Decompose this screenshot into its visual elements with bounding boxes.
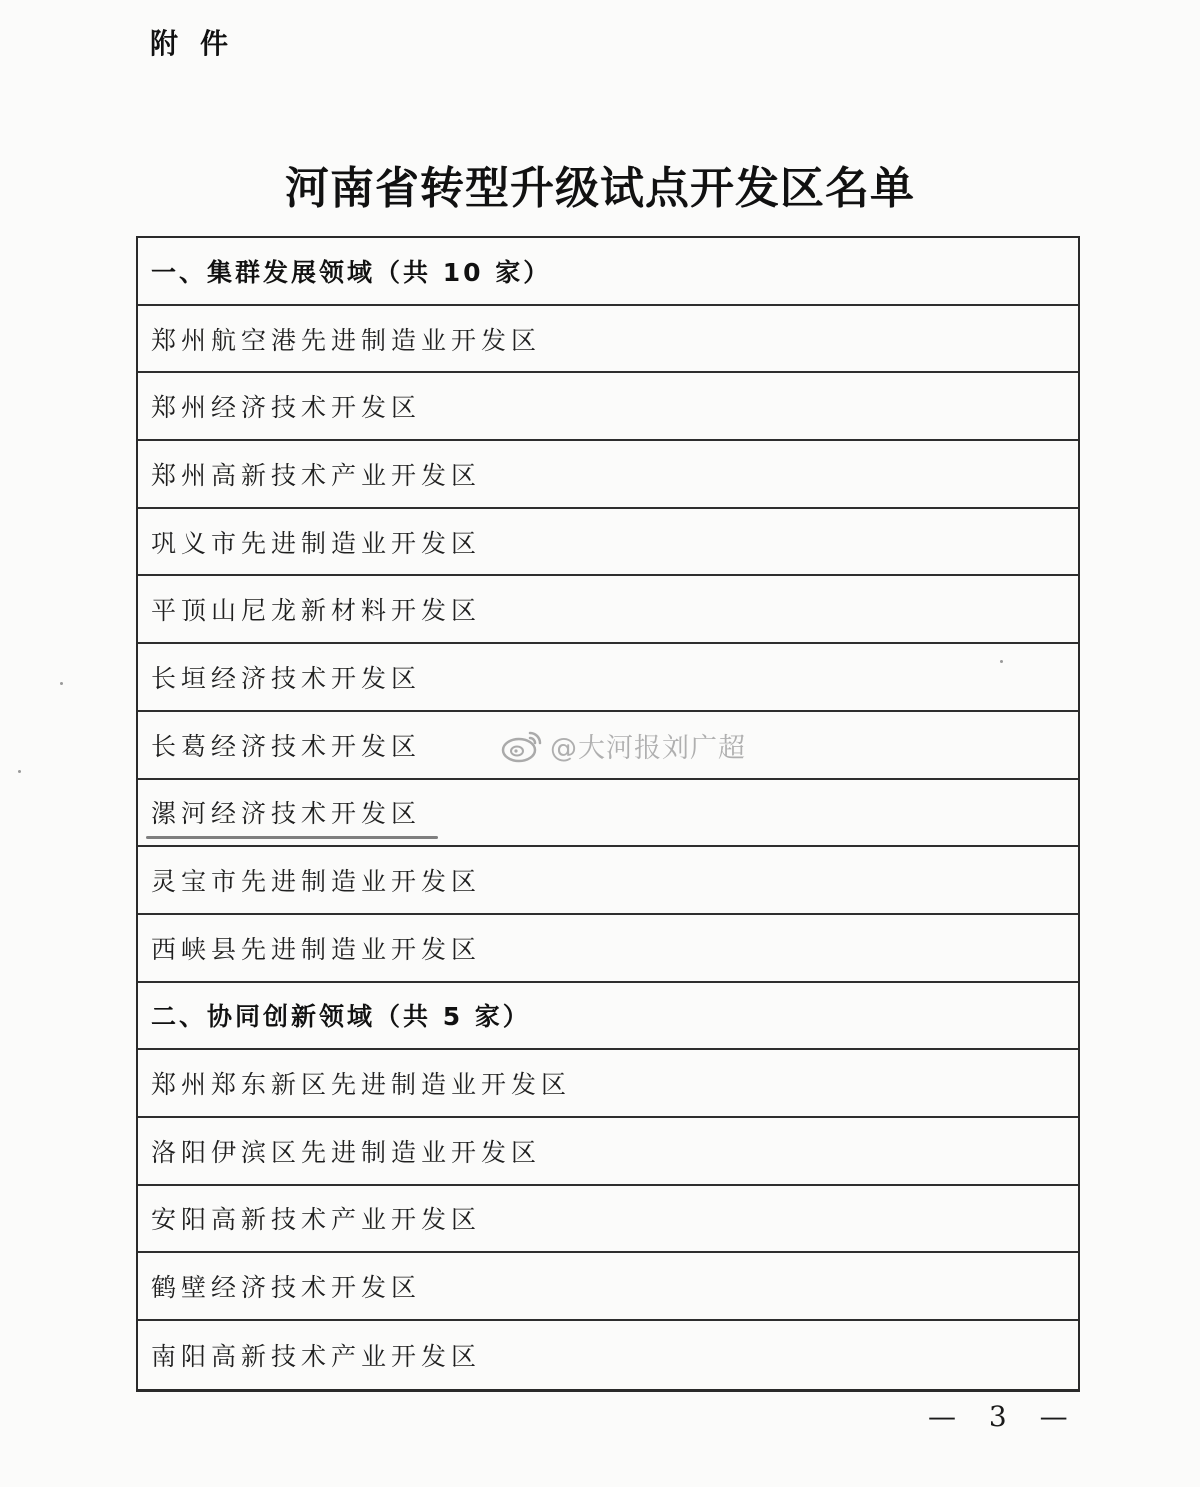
scan-speck	[60, 682, 63, 685]
table-row: 巩义市先进制造业开发区	[138, 509, 1078, 577]
table-row: 安阳高新技术产业开发区	[138, 1186, 1078, 1254]
section-heading: 二、协同创新领域（共 5 家）	[138, 983, 1078, 1051]
development-zone-table	[136, 236, 1080, 1392]
page-number: — 3 —	[928, 1400, 1080, 1433]
attachment-label: 附件	[150, 27, 251, 60]
table-row: 灵宝市先进制造业开发区	[138, 847, 1078, 915]
table-row: 郑州航空港先进制造业开发区	[138, 306, 1078, 374]
table-row: 西峡县先进制造业开发区	[138, 915, 1078, 983]
pen-underline-mark	[146, 836, 438, 839]
table-row: 长垣经济技术开发区	[138, 644, 1078, 712]
document-title: 河南省转型升级试点开发区名单	[285, 163, 915, 214]
table-row-underlined	[138, 780, 1078, 848]
table-row: 郑州经济技术开发区	[138, 373, 1078, 441]
table-row-label: 漯河经济技术开发区	[151, 799, 422, 829]
scan-speck	[18, 770, 21, 773]
watermark	[500, 726, 746, 765]
table-row: 平顶山尼龙新材料开发区	[138, 576, 1078, 644]
table-row: 洛阳伊滨区先进制造业开发区	[138, 1118, 1078, 1186]
section-heading: 一、集群发展领域（共 10 家）	[138, 238, 1078, 306]
table-row: 鹤壁经济技术开发区	[138, 1253, 1078, 1321]
table-row: 郑州高新技术产业开发区	[138, 441, 1078, 509]
table-row: 南阳高新技术产业开发区	[151, 1341, 482, 1371]
table-row: 郑州郑东新区先进制造业开发区	[138, 1050, 1078, 1118]
scan-speck	[1000, 660, 1003, 663]
table-row: 长葛经济技术开发区	[138, 712, 1078, 780]
watermark-text: @大河报刘广超	[550, 733, 746, 764]
weibo-icon	[500, 729, 544, 763]
